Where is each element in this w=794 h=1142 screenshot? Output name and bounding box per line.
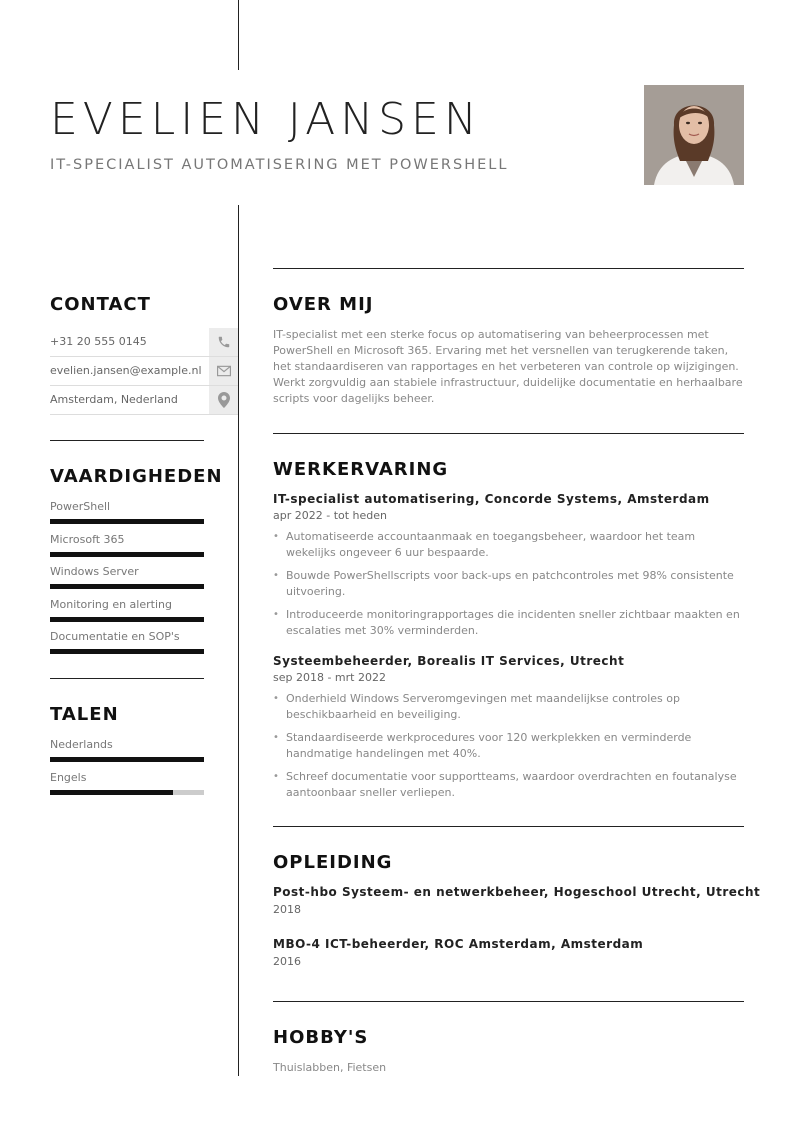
skill-name: Documentatie en SOP's <box>50 630 180 643</box>
column-divider-line <box>238 205 239 1076</box>
phone-icon <box>209 328 238 356</box>
contact-location-row <box>50 386 238 415</box>
skill-item <box>50 500 204 524</box>
education-title: MBO-4 ICT-beheerder, ROC Amsterdam, Amsterdam <box>273 937 644 951</box>
skill-level-bar <box>50 552 204 557</box>
hobbies-text: Thuislabben, Fietsen <box>273 1061 387 1074</box>
about-heading: OVER MIJ <box>273 294 374 315</box>
education-year: 2016 <box>273 955 301 968</box>
skills-heading: VAARDIGHEDEN <box>50 466 223 487</box>
sidebar-divider <box>50 440 204 441</box>
contact-phone-row <box>50 328 238 357</box>
profile-photo <box>644 85 744 185</box>
section-divider <box>273 1001 744 1002</box>
contact-location: Amsterdam, Nederland <box>50 393 178 406</box>
job-title: IT-specialist automatisering, Concorde Systems, Amsterdam <box>273 492 710 506</box>
skill-name: Monitoring en alerting <box>50 597 172 611</box>
section-divider <box>273 268 744 269</box>
skill-item <box>50 533 204 557</box>
list-item: • Bouwde PowerShellscripts voor back-ups en patchcontroles met 98% consistente uitvoering. <box>273 568 745 600</box>
language-level-fill <box>50 790 173 795</box>
skill-level-fill <box>50 519 204 524</box>
language-item <box>50 738 204 762</box>
skill-level-bar <box>50 617 204 622</box>
contact-email[interactable]: evelien.jansen@example.nl <box>50 364 202 377</box>
contact-phone[interactable]: +31 20 555 0145 <box>50 335 147 348</box>
list-item: • Introduceerde monitoringrapportages die incidenten sneller zichtbaar maakten en escalaties met 30% verminderden. <box>273 607 745 639</box>
section-divider <box>273 826 744 827</box>
sidebar-divider <box>50 678 204 679</box>
job-bullets <box>273 529 745 646</box>
language-name: Engels <box>50 771 87 784</box>
skill-level-bar <box>50 584 204 589</box>
language-level-bar <box>50 790 204 795</box>
job-subtitle: IT-SPECIALIST AUTOMATISERING MET POWERSHELL <box>50 157 509 173</box>
top-divider-line <box>238 0 239 70</box>
language-level-bar <box>50 757 204 762</box>
skill-level-fill <box>50 649 204 654</box>
mail-icon <box>209 357 238 385</box>
language-item <box>50 771 204 795</box>
contact-heading: CONTACT <box>50 294 151 315</box>
list-item: • Schreef documentatie voor supportteams, waardoor overdrachten en foutanalyse aantoonbaar sneller verliepen. <box>273 769 745 801</box>
list-item: • Onderhield Windows Serveromgevingen met maandelijkse controles op beschikbaarheid en beveiliging. <box>273 691 745 723</box>
list-item: • Standaardiseerde werkprocedures voor 120 werkplekken en verminderde handmatige handelingen met 40%. <box>273 730 745 762</box>
experience-heading: WERKERVARING <box>273 459 449 480</box>
hobbies-heading: HOBBY'S <box>273 1027 369 1048</box>
education-title: Post-hbo Systeem- en netwerkbeheer, Hogeschool Utrecht, Utrecht <box>273 885 761 899</box>
skill-level-bar <box>50 649 204 654</box>
job-period: apr 2022 - tot heden <box>273 509 388 522</box>
education-year: 2018 <box>273 903 301 916</box>
language-name: Nederlands <box>50 738 113 751</box>
list-item: • Automatiseerde accountaanmaak en toegangsbeheer, waardoor het team wekelijks ongeveer 6 uur bespaarde. <box>273 529 745 561</box>
skill-name: PowerShell <box>50 500 111 513</box>
person-name: EVELIEN JANSEN <box>50 94 482 145</box>
skill-item <box>50 598 204 622</box>
skill-level-fill <box>50 617 204 622</box>
section-divider <box>273 433 744 434</box>
languages-heading: TALEN <box>50 704 119 725</box>
job-period: sep 2018 - mrt 2022 <box>273 671 386 684</box>
job-bullets <box>273 691 745 808</box>
skill-level-fill <box>50 584 204 589</box>
education-heading: OPLEIDING <box>273 852 393 873</box>
skill-item <box>50 630 204 654</box>
contact-email-row <box>50 357 238 386</box>
skill-item <box>50 565 204 589</box>
location-pin-icon <box>209 386 238 414</box>
about-text: IT-specialist met een sterke focus op automatisering van beheerprocessen met PowerShell en Microsoft 365. Ervaring met het versnellen van terugkerende taken, het standaardiseren van rapportages en het verbeteren van controle op wijzigingen. Werkt zorgvuldig aan stabiele infrastructuur, duidelijke documentatie en herhaalbare scripts voor dagelijks beheer. <box>273 328 743 405</box>
skill-name: Windows Server <box>50 565 139 578</box>
skill-level-fill <box>50 552 204 557</box>
job-title: Systeembeheerder, Borealis IT Services, Utrecht <box>273 654 625 668</box>
language-level-fill <box>50 757 204 762</box>
skill-name: Microsoft 365 <box>50 532 125 546</box>
skill-level-bar <box>50 519 204 524</box>
